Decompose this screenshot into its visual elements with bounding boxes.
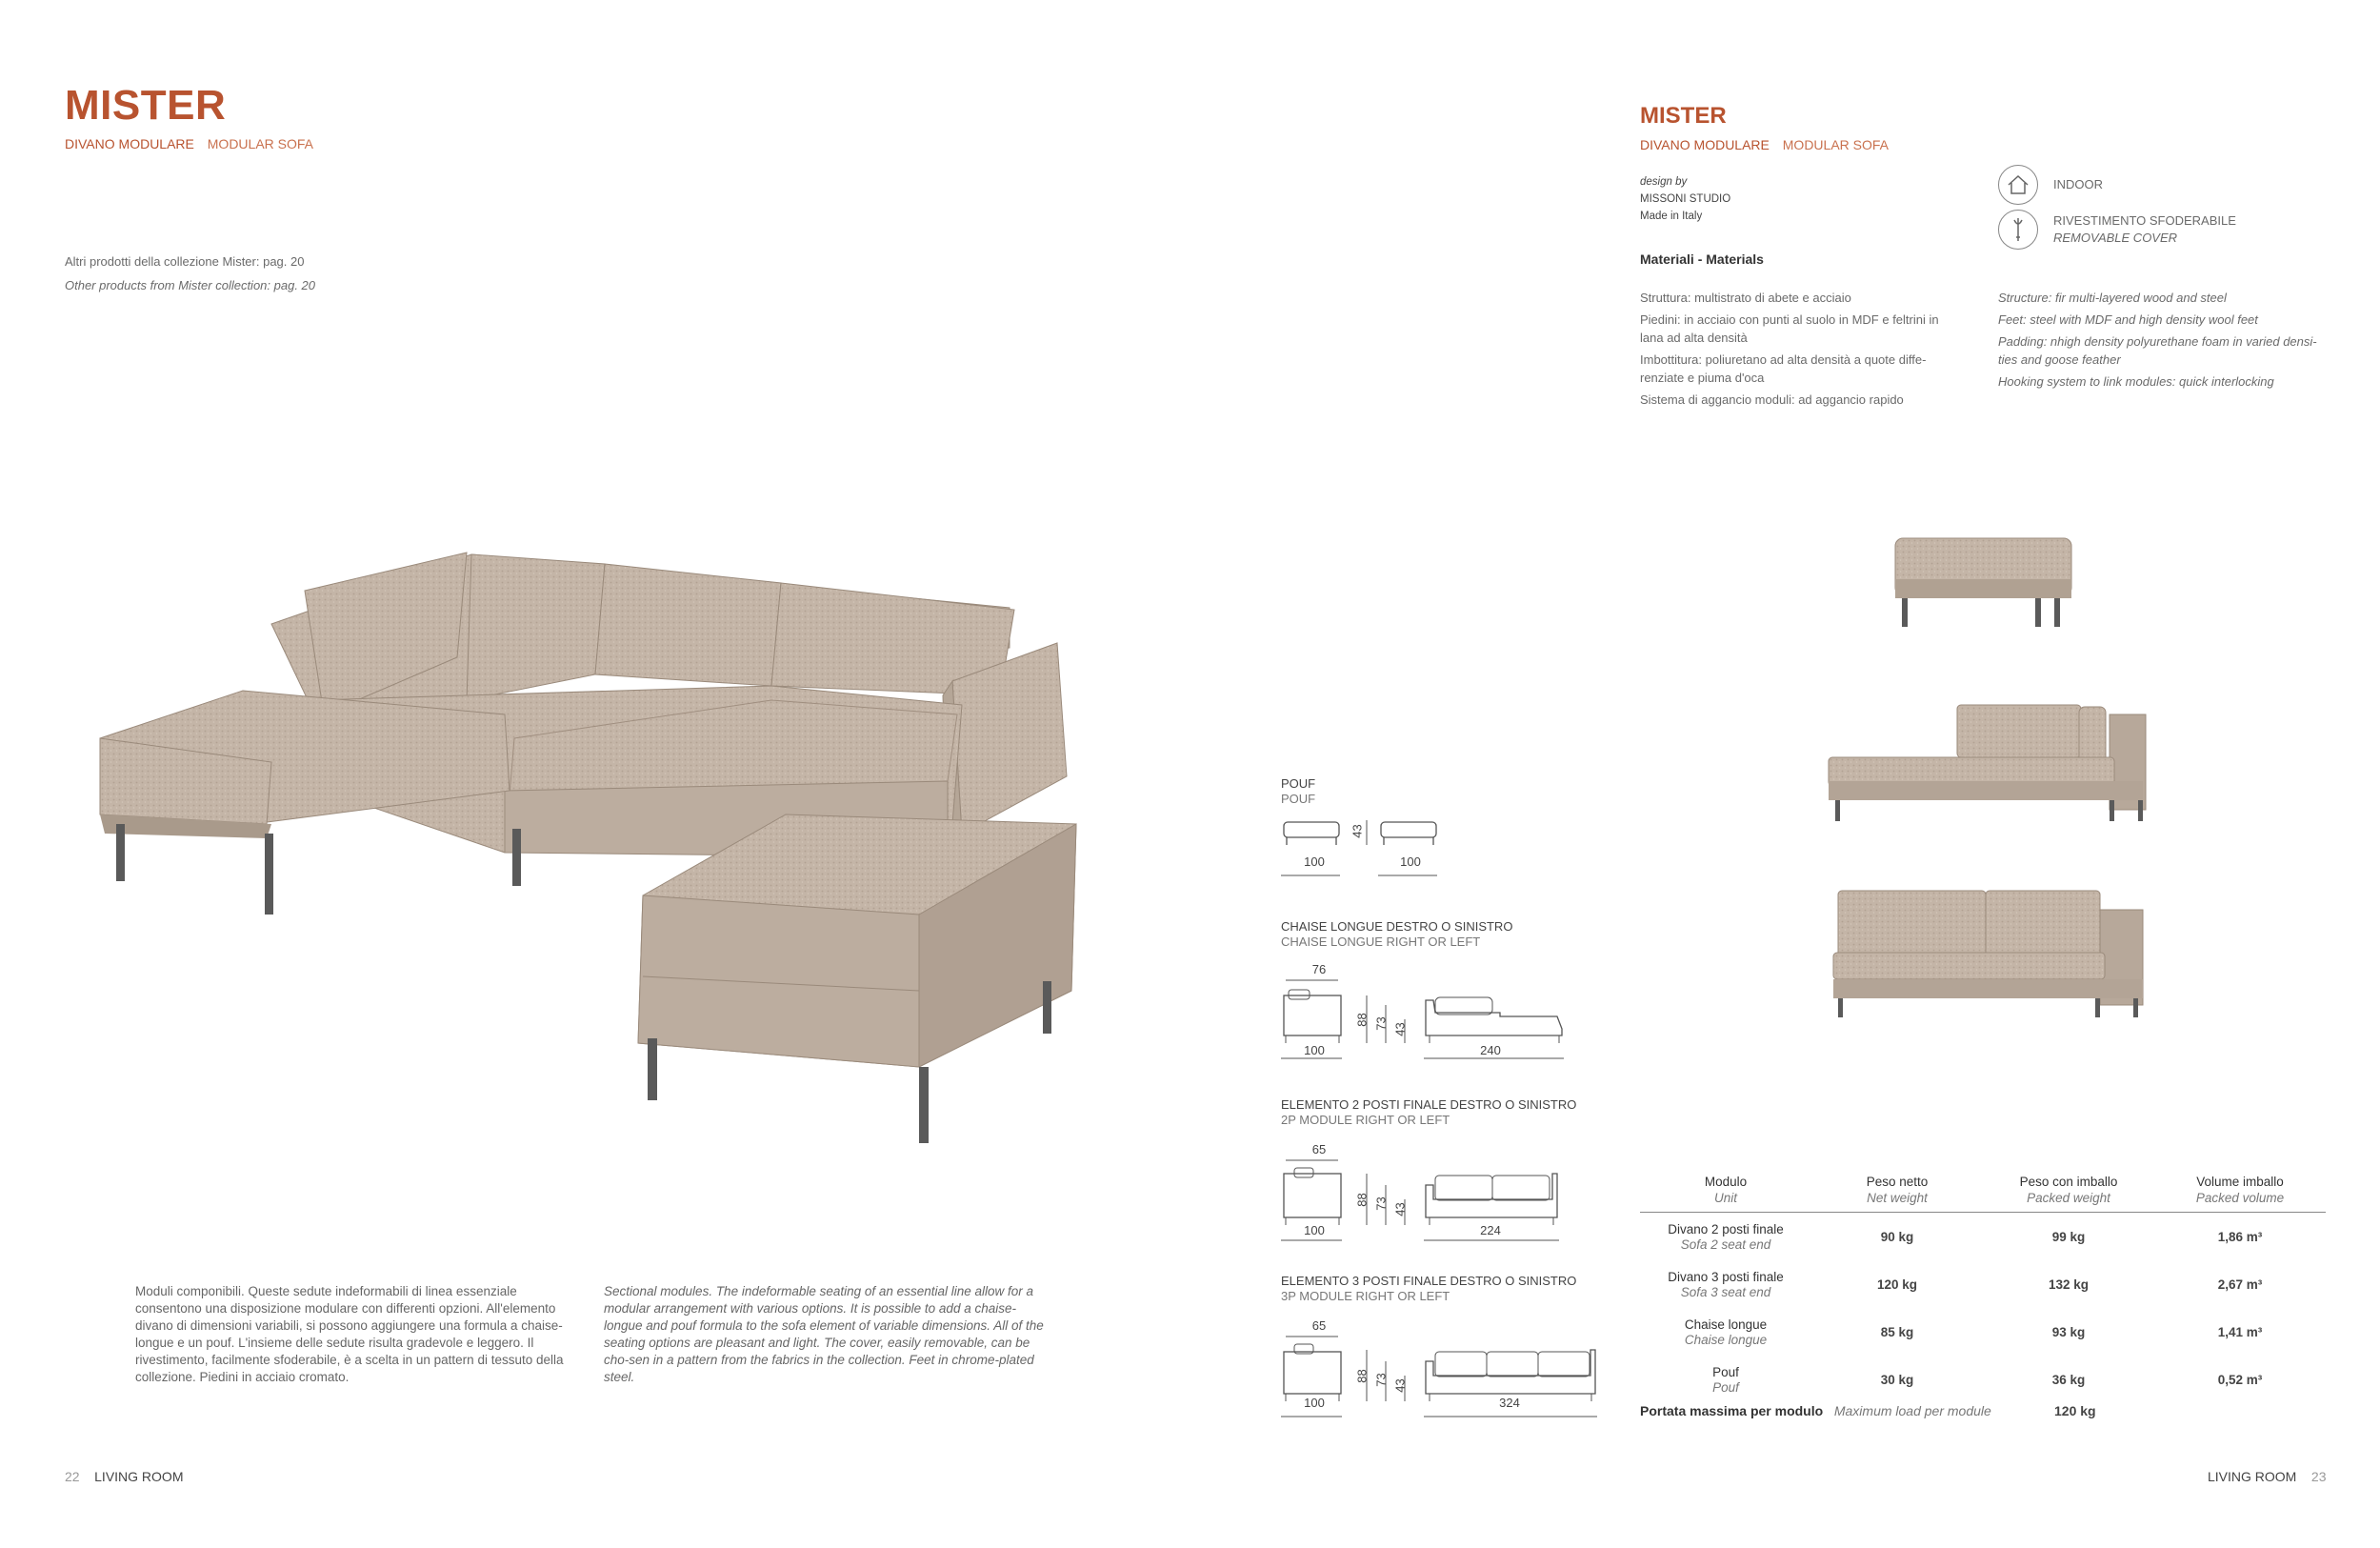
dim-depth: 65 — [1311, 1318, 1327, 1333]
dim-height: 43 — [1350, 824, 1365, 838]
page-number-left: 22 — [65, 1469, 80, 1484]
dim-depth: 65 — [1311, 1142, 1327, 1156]
dim-pouf — [1281, 776, 1421, 869]
designer: MISSONI STUDIO — [1640, 193, 1731, 205]
max-load-label-en: Maximum load per module — [1833, 1403, 1991, 1418]
dim-2p-module — [1281, 1097, 1577, 1237]
dim-side: 240 — [1480, 1043, 1501, 1057]
materials-title: Materiali - Materials — [1640, 251, 1764, 267]
dim-side: 324 — [1499, 1396, 1520, 1410]
subtitle-en: MODULAR SOFA — [207, 136, 314, 151]
col-header: Peso con imballo Packed weight — [2019, 1175, 2118, 1205]
dim-h3: 43 — [1392, 1022, 1408, 1036]
sofa-2p-photo — [1795, 886, 2152, 1019]
dim-3p-module — [1281, 1274, 1577, 1410]
footer-right — [2208, 1469, 2327, 1484]
col-header: Peso netto Net weight — [1866, 1175, 1929, 1205]
dim-title: POUF — [1281, 776, 1316, 791]
dim-h1: 88 — [1354, 1369, 1370, 1383]
page-number-right: 23 — [2310, 1469, 2327, 1484]
material-item: Padding: nhigh density polyurethane foam in varied densi-ties and goose feather — [1998, 334, 2317, 367]
collection-note-en: Other products from Mister collection: pag. 20 — [65, 278, 316, 292]
pouf-drawing — [1281, 816, 1452, 883]
max-load-value: 120 kg — [2054, 1403, 2096, 1418]
subtitle-it: DIVANO MODULARE — [65, 136, 194, 151]
dim-h1: 88 — [1354, 1013, 1370, 1027]
max-load-label: Portata massima per modulo — [1640, 1403, 1824, 1418]
dim-side: 100 — [1400, 854, 1421, 869]
needle-icon — [1998, 210, 2038, 250]
materials-it — [1640, 289, 1964, 409]
table-header-row — [1640, 1174, 2326, 1213]
dim-side: 224 — [1480, 1223, 1501, 1237]
hero-sofa-image — [10, 495, 1114, 1229]
material-item: Imbottitura: poliuretano ad alta densità a quote diffe-renziate e piuma d'oca — [1640, 352, 1927, 385]
col-header: Modulo Unit — [1704, 1175, 1748, 1205]
material-item: Structure: fir multi-layered wood and steel — [1998, 291, 2227, 305]
dim-front: 100 — [1304, 1396, 1325, 1410]
footer-left — [65, 1469, 184, 1484]
dim-subtitle: CHAISE LONGUE RIGHT OR LEFT — [1281, 935, 1481, 949]
dim-chaise — [1281, 919, 1513, 1057]
dim-front: 100 — [1304, 854, 1325, 869]
materials-en — [1998, 289, 2322, 391]
description-en: Sectional modules. The indeformable seating of an essential line allow for a modular arrangement with various options. It is possible to add a chaise-longue and pouf formula to the sofa element of variable dimensions. All of the seating options are pleasant and light. The cover, easily removable, can be cho-sen in a pattern from the fabrics in the collection. Feet in chrome-plated steel. — [604, 1284, 1044, 1384]
design-by-label: design by — [1640, 176, 1688, 188]
dim-h3: 43 — [1392, 1378, 1408, 1393]
material-item: Feet: steel with MDF and high density wool feet — [1998, 312, 2258, 327]
dim-h2: 73 — [1373, 1016, 1389, 1031]
page-title-right: MISTER — [1640, 103, 1727, 129]
dim-title: ELEMENTO 2 POSTI FINALE DESTRO O SINISTRO — [1281, 1097, 1577, 1112]
table-row: Chaise longue Chaise longue 85 kg 93 kg 1,41 m³ — [1684, 1317, 2263, 1347]
dim-h2: 73 — [1373, 1373, 1389, 1387]
subtitle-right — [1640, 137, 1898, 152]
pouf-photo — [1890, 533, 2081, 638]
feature-cover-en: REMOVABLE COVER — [2053, 231, 2178, 245]
collection-note-it: Altri prodotti della collezione Mister: pag. 20 — [65, 254, 305, 269]
dim-title: CHAISE LONGUE DESTRO O SINISTRO — [1281, 919, 1513, 934]
house-icon — [1998, 165, 2038, 205]
dim-front: 100 — [1304, 1043, 1325, 1057]
dim-h1: 88 — [1354, 1193, 1370, 1207]
material-item: Sistema di aggancio moduli: ad aggancio rapido — [1640, 392, 1904, 407]
dim-subtitle: 3P MODULE RIGHT OR LEFT — [1281, 1289, 1450, 1303]
max-load — [1640, 1403, 1991, 1418]
table-row: Divano 3 posti finale Sofa 3 seat end 120 kg 132 kg 2,67 m³ — [1668, 1270, 2263, 1299]
material-item: Piedini: in acciaio con punti al suolo in MDF e feltrini in lana ad alta densità — [1640, 312, 1939, 345]
feature-cover: RIVESTIMENTO SFODERABILE — [2053, 213, 2236, 228]
dim-subtitle: POUF — [1281, 792, 1316, 806]
description-it: Moduli componibili. Queste sedute indeformabili di linea essenziale consentono una disposizione modulare con differenti opzioni. All'elemento divano di dimensioni variabili, si possono aggiungere una formula a chaise-longue e un pouf. L'insieme delle sedute risulta gradevole e leggero. Il rivestimento, facilmente sfoderabile, è a scelta in un pattern di tessuto della collezione. Piedini in acciaio cromato. — [135, 1284, 564, 1384]
chaise-photo — [1824, 695, 2152, 829]
subtitle-it: DIVANO MODULARE — [1640, 137, 1770, 152]
made-in: Made in Italy — [1640, 211, 1703, 222]
subtitle-en: MODULAR SOFA — [1782, 137, 1890, 152]
dim-front: 100 — [1304, 1223, 1325, 1237]
spec-table — [1640, 1174, 2326, 1403]
material-item: Struttura: multistrato di abete e acciaio — [1640, 291, 1851, 305]
page-title-left: MISTER — [65, 82, 227, 129]
dim-depth: 76 — [1311, 962, 1327, 976]
dim-h2: 73 — [1373, 1196, 1389, 1211]
table-row: Divano 2 posti finale Sofa 2 seat end 90 kg 99 kg 1,86 m³ — [1668, 1222, 2263, 1252]
material-item: Hooking system to link modules: quick interlocking — [1998, 374, 2274, 389]
feature-indoor: INDOOR — [2053, 177, 2103, 191]
dim-subtitle: 2P MODULE RIGHT OR LEFT — [1281, 1113, 1450, 1127]
section-right: LIVING ROOM — [2208, 1469, 2297, 1484]
subtitle-left — [65, 136, 323, 151]
table-row: Pouf Pouf 30 kg 36 kg 0,52 m³ — [1712, 1365, 2263, 1395]
col-header: Volume imballo Packed volume — [2195, 1175, 2285, 1205]
dim-h3: 43 — [1392, 1202, 1408, 1216]
dim-title: ELEMENTO 3 POSTI FINALE DESTRO O SINISTRO — [1281, 1274, 1577, 1288]
section-left: LIVING ROOM — [94, 1469, 184, 1484]
